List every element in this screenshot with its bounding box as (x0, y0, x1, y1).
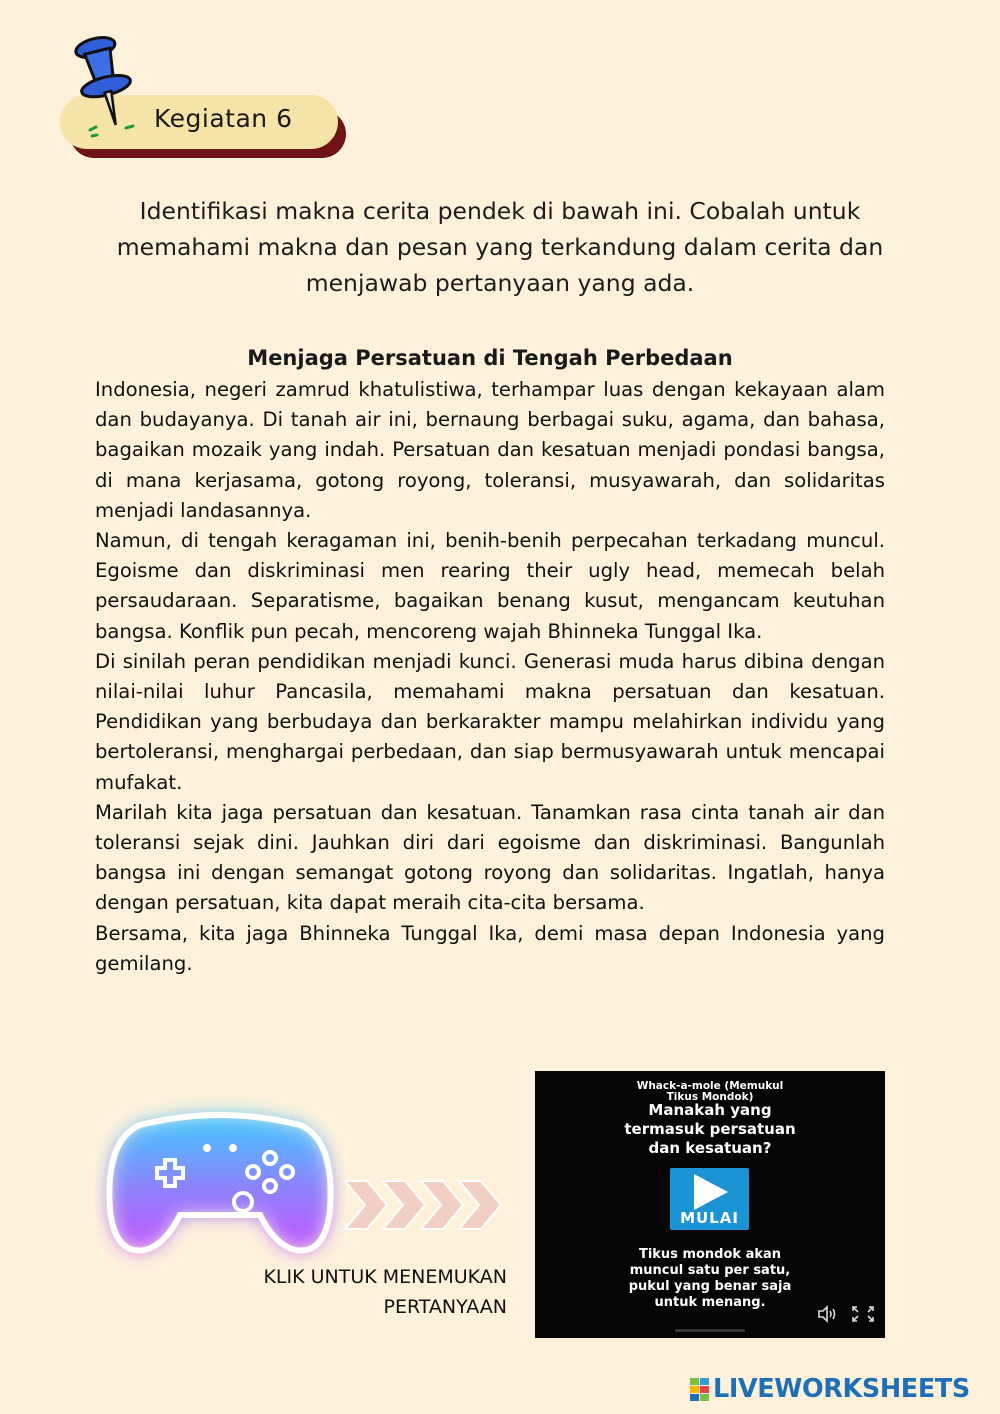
activity-tag-label: Kegiatan 6 (154, 104, 293, 133)
liveworksheets-wordmark: LIVEWORKSHEETS (713, 1374, 970, 1404)
cta-text[interactable] (200, 1262, 507, 1322)
volume-icon[interactable] (819, 1307, 835, 1321)
start-button[interactable] (670, 1168, 749, 1230)
video-controls (817, 1305, 877, 1323)
video-footer (535, 1329, 885, 1335)
play-icon (670, 1170, 749, 1214)
fullscreen-icon[interactable] (853, 1307, 873, 1321)
story-paragraph: Namun, di tengah keragaman ini, benih-benih perpecahan terkadang muncul. Egoisme dan diskriminasi men rearing their ugly head, memecah belah persaudaraan. Separatisme, bagaikan benang kusut, mengancam keutuhan bangsa. Konflik pun pecah, mencoreng wajah Bhinneka Tunggal Ika. (95, 529, 885, 643)
instructions-text: Identifikasi makna cerita pendek di bawah ini. Cobalah untuk memahami makna dan pesan yang terkandung dalam cerita dan menjawab pertanyaan yang ada. (116, 197, 884, 297)
story-paragraph: Marilah kita jaga persatuan dan kesatuan. Tanamkan rasa cinta tanah air dan toleransi sejak dini. Jauhkan diri dari egoisme dan diskriminasi. Bangunlah bangsa ini dengan semangat gotong royong dan solidaritas. Ingatlah, hanya dengan persatuan, kita dapat meraih cita-cita bersama. (95, 800, 885, 915)
game-instructions: Tikus mondok akan muncul satu per satu, pukul yang benar saja untuk menang. (628, 1247, 792, 1310)
game-preview[interactable] (535, 1071, 885, 1338)
chevron-arrows-icon (343, 1175, 508, 1235)
cta-line[interactable]: PERTANYAAN (383, 1296, 507, 1318)
start-button-label: MULAI (680, 1209, 739, 1227)
story-paragraph: Bersama, kita jaga Bhinneka Tunggal Ika, demi masa depan Indonesia yang gemilang. (95, 921, 885, 975)
story-paragraph: Di sinilah peran pendidikan menjadi kunci. Generasi muda harus dibina dengan nilai-nilai luhur Pancasila, memahami makna persatuan dan kesatuan. Pendidikan yang berbudaya dan berkarakter mampu melahirkan individu yang bertoleransi, menghargai perbedaan, dan siap bermusyawarah untuk mencapai mufakat. (95, 649, 885, 794)
cta-line[interactable]: KLIK UNTUK MENEMUKAN (263, 1266, 507, 1288)
liveworksheets-brand[interactable] (690, 1376, 990, 1406)
game-question: Manakah yang termasuk persatuan dan kesatuan? (624, 1101, 796, 1157)
liveworksheets-logo-icon (690, 1378, 710, 1402)
story-title: Menjaga Persatuan di Tengah Perbedaan (247, 346, 733, 370)
pushpin-icon (66, 32, 146, 142)
story-body (95, 375, 885, 979)
game-title: Whack-a-mole (Memukul Tikus Mondok) (636, 1080, 784, 1103)
game-controller-icon[interactable] (95, 1080, 345, 1275)
story-paragraph: Indonesia, negeri zamrud khatulistiwa, terhampar luas dengan kekayaan alam dan budayanya. Di tanah air ini, bernaung berbagai suku, agama, dan bahasa, bagaikan mozaik yang indah. Persatuan dan kesatuan menjadi pondasi bangsa, di mana kerjasama, gotong royong, toleransi, musyawarah, dan solidaritas menjadi landasannya. (95, 378, 885, 522)
